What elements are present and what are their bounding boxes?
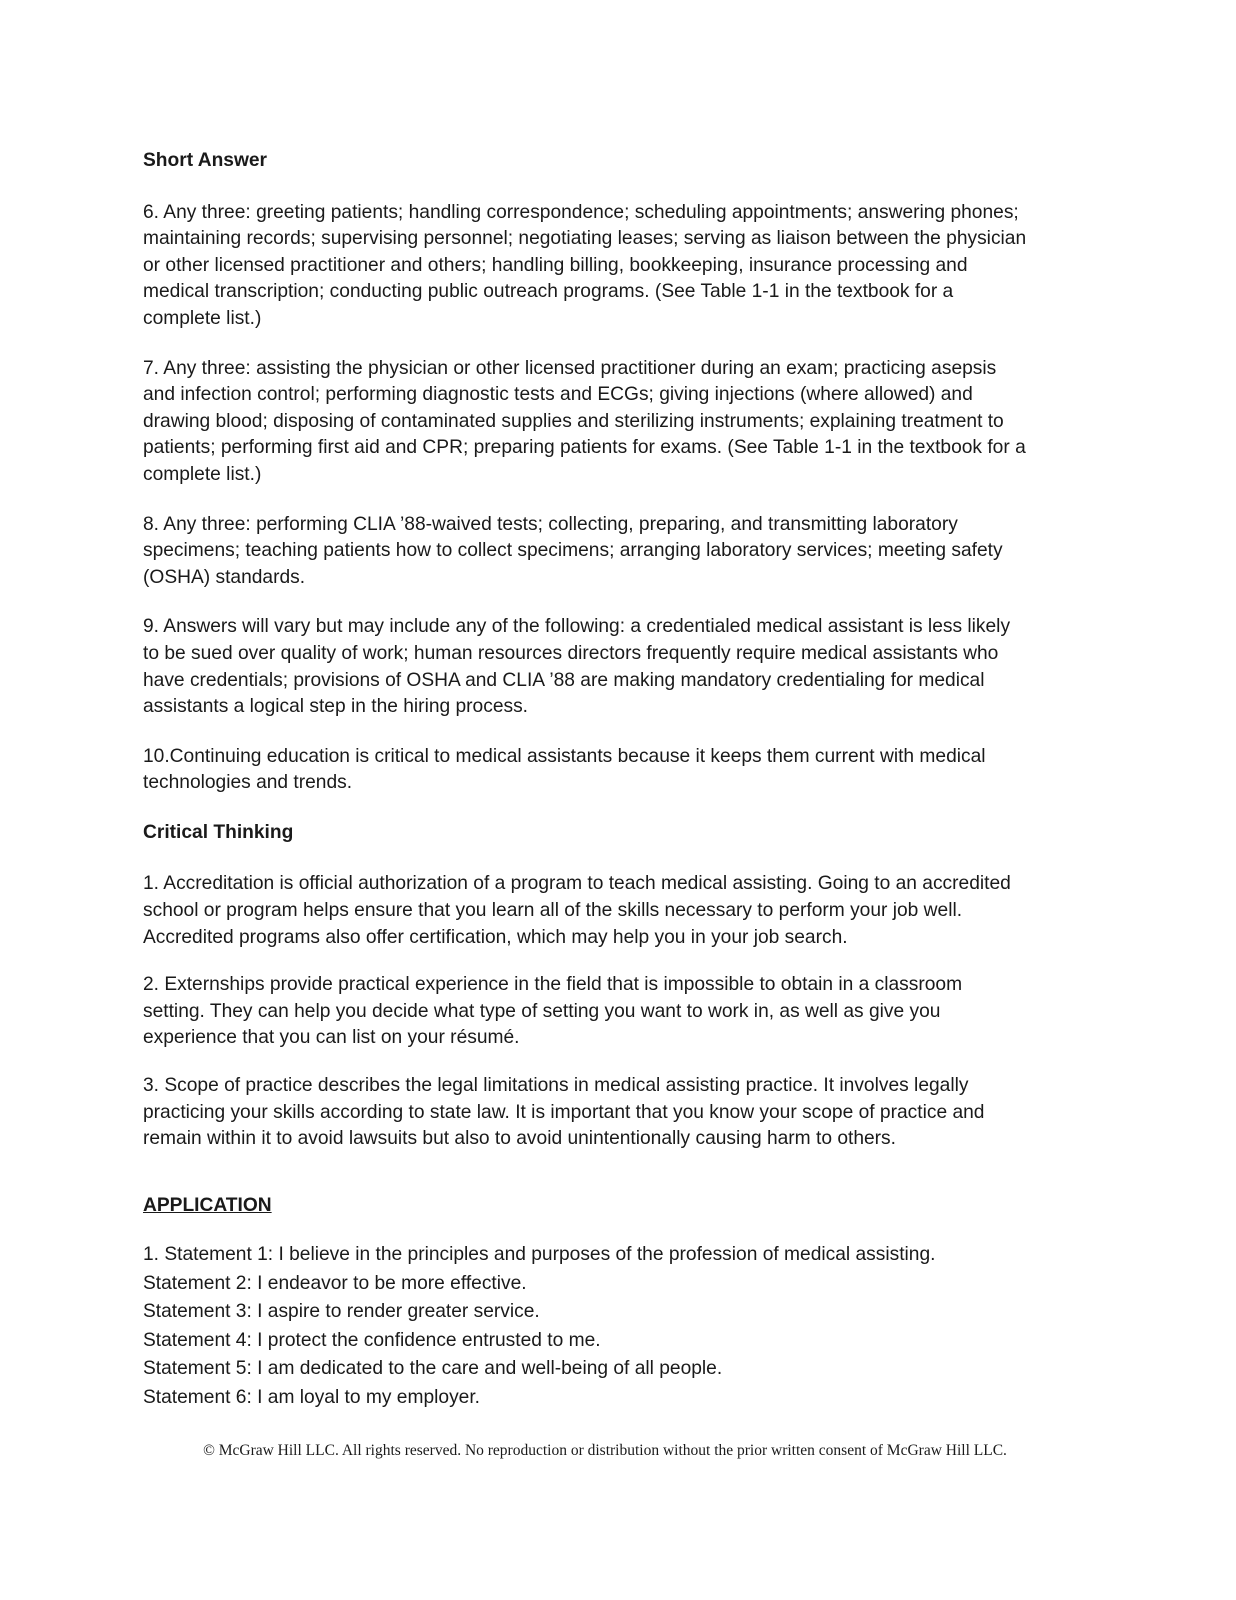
- critical-thinking-item-1: [143, 871, 1093, 951]
- text-line: 7. Any three: assisting the physician or other licensed practitioner during an exam; practicing asepsis: [143, 357, 997, 379]
- section-heading-critical-thinking: Critical Thinking: [143, 821, 294, 843]
- text-line: medical transcription; conducting public outreach programs. (See Table 1-1 in the textbook for a: [143, 281, 954, 303]
- text-line: 3. Scope of practice describes the legal limitations in medical assisting practice. It involves legally: [143, 1075, 969, 1097]
- text-line: have credentials; provisions of OSHA and CLIA ’88 are making mandatory credentialing for medical: [143, 669, 985, 691]
- section-heading-short-answer: Short Answer: [143, 150, 268, 171]
- text-line: setting. They can help you decide what type of setting you want to work in, as well as give you: [143, 1000, 941, 1022]
- page-content: [143, 148, 1093, 1412]
- text-line: patients; performing first aid and CPR; preparing patients for exams. (See Table 1-1 in the textbook for a: [143, 437, 1026, 459]
- text-line: Accredited programs also offer certification, which may help you in your job search.: [143, 926, 848, 948]
- text-line: drawing blood; disposing of contaminated supplies and sterilizing instruments; explaining treatment to: [143, 410, 1004, 432]
- text-line: 6. Any three: greeting patients; handling correspondence; scheduling appointments; answering phones;: [143, 201, 1019, 223]
- answer-item-10: [143, 744, 1093, 797]
- section-heading-application: APPLICATION: [143, 1194, 272, 1216]
- text-line: maintaining records; supervising personnel; negotiating leases; serving as liaison between the physician: [143, 228, 1027, 250]
- text-line: school or program helps ensure that you learn all of the skills necessary to perform your job well.: [143, 900, 963, 922]
- text-line: 8. Any three: performing CLIA ’88-waived tests; collecting, preparing, and transmitting laboratory: [143, 513, 958, 535]
- text-line: practicing your skills according to state law. It is important that you know your scope of practice and: [143, 1101, 985, 1123]
- copyright-footer: © McGraw Hill LLC. All rights reserved. No reproduction or distribution without the prior written consent of McGraw Hill LLC.: [203, 1442, 1007, 1459]
- answer-item-6: [143, 200, 1093, 333]
- text-line: 10.Continuing education is critical to medical assistants because it keeps them current with medical: [143, 745, 986, 767]
- statement-line: Statement 2: I endeavor to be more effective.: [143, 1272, 527, 1294]
- text-line: complete list.): [143, 307, 262, 329]
- answer-item-7: [143, 356, 1093, 489]
- statement-line: Statement 6: I am loyal to my employer.: [143, 1386, 480, 1408]
- text-line: 9. Answers will vary but may include any of the following: a credentialed medical assistant is less likely: [143, 616, 1011, 638]
- critical-thinking-item-3: [143, 1073, 1093, 1153]
- text-line: technologies and trends.: [143, 772, 353, 794]
- text-line: assistants a logical step in the hiring process.: [143, 696, 529, 718]
- statement-line: Statement 3: I aspire to render greater service.: [143, 1301, 540, 1323]
- text-line: specimens; teaching patients how to collect specimens; arranging laboratory services; meeting safety: [143, 540, 1003, 562]
- text-line: (OSHA) standards.: [143, 566, 306, 588]
- text-line: 1. Accreditation is official authorization of a program to teach medical assisting. Going to an accredited: [143, 873, 1011, 895]
- statement-line: 1. Statement 1: I believe in the principles and purposes of the profession of medical assisting.: [143, 1244, 936, 1266]
- text-line: 2. Externships provide practical experience in the field that is impossible to obtain in a classroom: [143, 974, 963, 996]
- application-statements: [143, 1241, 1093, 1412]
- statement-line: Statement 4: I protect the confidence entrusted to me.: [143, 1329, 601, 1351]
- statement-line: Statement 5: I am dedicated to the care and well-being of all people.: [143, 1358, 723, 1380]
- critical-thinking-item-2: [143, 972, 1093, 1052]
- answer-item-8: [143, 512, 1093, 592]
- text-line: experience that you can list on your résumé.: [143, 1027, 520, 1049]
- text-line: to be sued over quality of work; human resources directors frequently require medical assistants who: [143, 642, 999, 664]
- text-line: and infection control; performing diagnostic tests and ECGs; giving injections (where allowed) and: [143, 384, 973, 406]
- answer-item-9: [143, 614, 1093, 720]
- text-line: remain within it to avoid lawsuits but also to avoid unintentionally causing harm to others.: [143, 1128, 896, 1150]
- text-line: or other licensed practitioner and others; handling billing, bookkeeping, insurance processing and: [143, 254, 968, 276]
- text-line: complete list.): [143, 463, 262, 485]
